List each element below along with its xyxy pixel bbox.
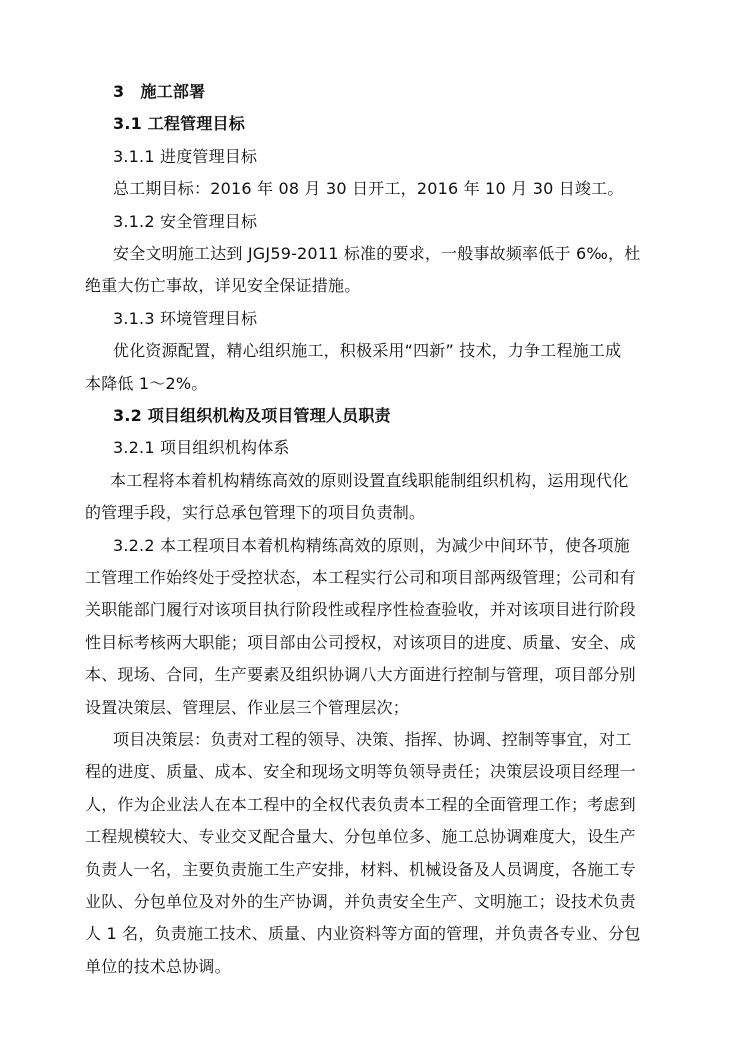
subsection-heading: 3.1.1 进度管理目标 (113, 146, 258, 166)
body-text-line: 程的进度、质量、成本、安全和现场文明等负领导责任；决策层设项目经理一 (85, 762, 636, 782)
body-text-line: 性目标考核两大职能；项目部由公司授权，对该项目的进度、质量、安全、成 (85, 632, 636, 652)
body-text-line: 3.2.2 本工程项目本着机构精练高效的原则，为减少中间环节，使各项施 (113, 535, 630, 555)
body-text-line: 总工期目标：2016 年 08 月 30 日开工，2016 年 10 月 30 日竣工。 (113, 179, 624, 199)
body-text-line: 业队、分包单位及对外的生产协调，并负责安全生产、文明施工；设技术负责 (85, 892, 636, 911)
section-heading: 3.1 工程管理目标 (113, 114, 245, 134)
body-text-line: 关职能部门履行对该项目执行阶段性或程序性检查验收，并对该项目进行阶段 (85, 600, 636, 620)
subsection-heading: 3.1.3 环境管理目标 (113, 308, 258, 328)
body-text-line: 设置决策层、管理层、作业层三个管理层次； (85, 697, 410, 717)
body-text-line: 安全文明施工达到 JGJ59-2011 标准的要求，一般事故频率低于 6‰，杜 (113, 244, 641, 263)
body-text-line: 单位的技术总协调。 (85, 956, 231, 976)
section-heading: 3 施工部署 (113, 82, 206, 101)
body-text-line: 负责人一名，主要负责施工生产安排，材料、机械设备及人员调度，各施工专 (85, 859, 636, 879)
body-text-line: 人 1 名，负责施工技术、质量、内业资料等方面的管理，并负责各专业、分包 (85, 924, 641, 944)
body-text-line: 人，作为企业法人在本工程中的全权代表负责本工程的全面管理工作；考虑到 (85, 794, 636, 814)
body-text-line: 的管理手段，实行总承包管理下的项目负责制。 (85, 503, 426, 523)
body-text-line: 项目决策层：负责对工程的领导、决策、指挥、协调、控制等事宜，对工 (113, 730, 632, 749)
subsection-heading: 3.1.2 安全管理目标 (113, 211, 258, 231)
section-heading: 3.2 项目组织机构及项目管理人员职责 (113, 406, 391, 425)
body-text-line: 优化资源配置，精心组织施工，积极采用“四新” 技术，力争工程施工成 (113, 341, 622, 361)
subsection-heading: 3.2.1 项目组织机构体系 (113, 438, 290, 458)
body-text-line: 本降低 1～2%。 (85, 373, 208, 393)
body-text-line: 本、现场、合同，生产要素及组织协调八大方面进行控制与管理，项目部分别 (85, 665, 636, 685)
body-text-line: 绝重大伤亡事故，详见安全保证措施。 (85, 276, 361, 296)
body-text-line: 工管理工作始终处于受控状态，本工程实行公司和项目部两级管理；公司和有 (85, 568, 636, 587)
body-text-line: 工程规模较大、专业交叉配合量大、分包单位多、施工总协调难度大，设生产 (85, 827, 636, 847)
body-text-line: 本工程将本着机构精练高效的原则设置直线职能制组织机构，运用现代化 (110, 470, 629, 490)
